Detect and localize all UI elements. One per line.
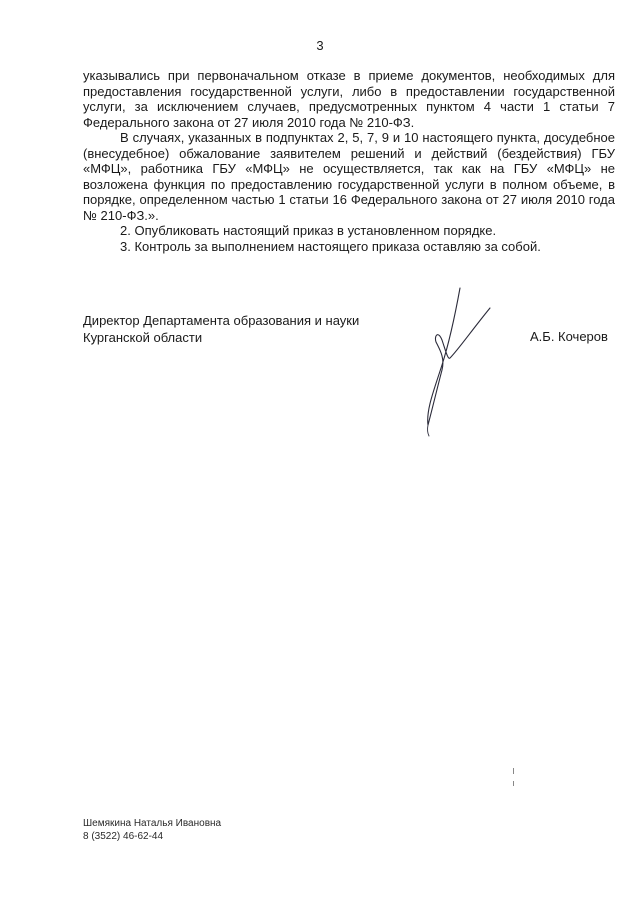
executor-info xyxy=(83,818,221,843)
paragraph-1: указывались при первоначальном отказе в приеме документов, необходимых для предоставления государственной услуги, либо в предоставлении государственной услуги, за исключением случаев, предусмотренных пунктом 4 части 1 статьи 7 Федерального закона от 27 июля 2010 года № 210-ФЗ. xyxy=(83,68,615,130)
signer-position-line-2: Курганской области xyxy=(83,330,203,345)
paragraph-4: 3. Контроль за выполнением настоящего приказа оставляю за собой. xyxy=(120,238,541,254)
handwritten-signature xyxy=(410,280,510,440)
paragraph-3: 2. Опубликовать настоящий приказ в установленном порядке. xyxy=(120,223,497,238)
scan-speck xyxy=(513,781,514,786)
signer-position xyxy=(83,312,359,346)
page-number: 3 xyxy=(316,38,324,53)
document-body xyxy=(83,68,615,254)
executor-name: Шемякина Наталья Ивановна xyxy=(83,818,222,829)
signer-position-line-1: Директор Департамента образования и науки xyxy=(83,313,360,328)
scan-speck xyxy=(513,768,514,774)
paragraph-2: В случаях, указанных в подпунктах 2, 5, 7, 9 и 10 настоящего пункта, досудебное (внесудебное) обжалование заявителем решений и действий (бездействия) ГБУ «МФЦ», работника ГБУ «МФЦ» не осуществляется, так как на ГБУ «МФЦ» не возложена функция по предоставлению государственной услуги в полном объеме, в порядке, определенном частью 1 статьи 16 Федерального закона от 27 июля 2010 года № 210-ФЗ.». xyxy=(83,130,615,223)
executor-phone: 8 (3522) 46-62-44 xyxy=(83,830,164,842)
signer-name: А.Б. Кочеров xyxy=(530,329,608,344)
